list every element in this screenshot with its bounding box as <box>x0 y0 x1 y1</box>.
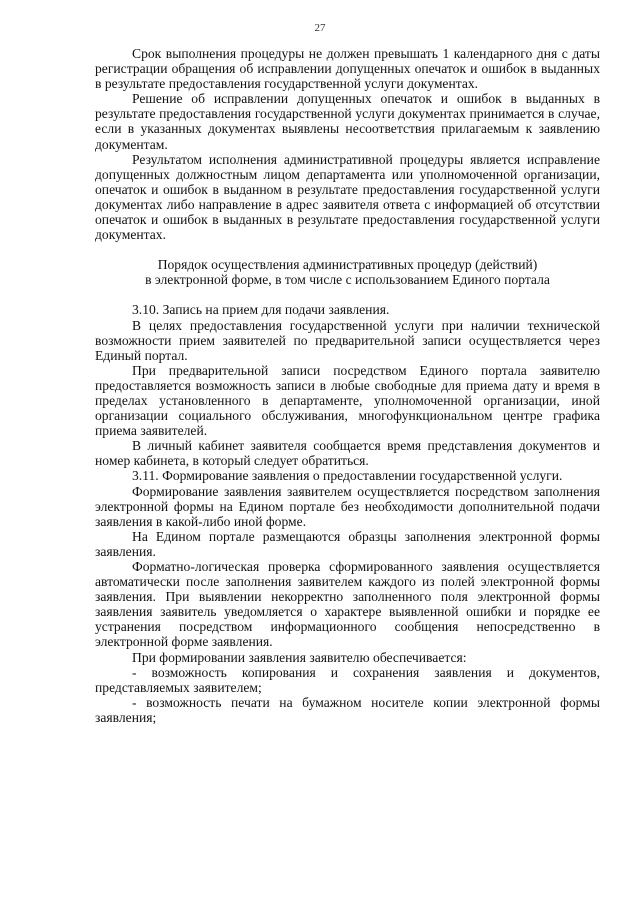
paragraph: При формировании заявления заявителю обеспечивается: <box>132 649 467 665</box>
paragraph: 3.10. Запись на прием для подачи заявления. <box>132 302 390 318</box>
paragraph: В целях предоставления государственной услуги при наличии технической возможности прием заявителей по предварительной записи осуществляется через Единый портал. <box>95 317 600 363</box>
paragraph: 3.11. Формирование заявления о предоставлении государственной услуги. <box>132 468 563 484</box>
section-heading-line: Порядок осуществления административных процедур (действий) <box>157 257 538 273</box>
paragraph: В личный кабинет заявителя сообщается время представления документов и номер кабинета, в который следует обратиться. <box>95 438 600 469</box>
paragraph: Форматно-логическая проверка сформированного заявления осуществляется автоматически после заполнения заявителем каждого из полей электронной формы заявления. При выявлении некорректно заполненного поля электронной формы заявления заявитель уведомляется о характере выявленной ошибки и порядке ее устранения посредством информационного сообщения непосредственно в электронной форме заявления. <box>95 559 600 650</box>
document-body <box>95 46 600 725</box>
paragraph: На Едином портале размещаются образцы заполнения электронной формы заявления. <box>95 528 600 559</box>
list-item: - возможность копирования и сохранения заявления и документов, представляемых заявителем; <box>95 664 600 695</box>
paragraph: Срок выполнения процедуры не должен превышать 1 календарного дня с даты регистрации обращения об исправлении допущенных опечаток и ошибок в выданных в результате предоставления государственной услуги документах. <box>95 46 600 92</box>
paragraph: Формирование заявления заявителем осуществляется посредством заполнения электронной формы на Едином портале без необходимости дополнительной подачи заявления в какой-либо иной форме. <box>95 483 600 529</box>
section-heading-line: в электронной форме, в том числе с использованием Единого портала <box>145 272 550 288</box>
paragraph: При предварительной записи посредством Единого портала заявителю предоставляется возможность записи в любые свободные для приема дату и время в пределах установленного в департаменте, уполномоченной организации, иной организации социального обслуживания, многофункциональном центре графика приема заявителей. <box>95 362 600 439</box>
paragraph: Решение об исправлении допущенных опечаток и ошибок в выданных в результате предоставления государственной услуги документах принимается в случае, если в указанных документах выявлены несоответствия прилагаемым к заявлению документам. <box>95 91 600 152</box>
paragraph: Результатом исполнения административной процедуры является исправление допущенных должностным лицом департамента или уполномоченной организации, опечаток и ошибок в выданном в результате предоставления государственной услуги документах либо направление в адрес заявителя ответа с информацией об отсутствии опечаток и ошибок в выданных в результате предоставления государственной услуги документах. <box>95 151 600 243</box>
section-heading <box>95 257 600 287</box>
page-number: 27 <box>314 22 326 34</box>
list-item: - возможность печати на бумажном носителе копии электронной формы заявления; <box>95 694 600 725</box>
